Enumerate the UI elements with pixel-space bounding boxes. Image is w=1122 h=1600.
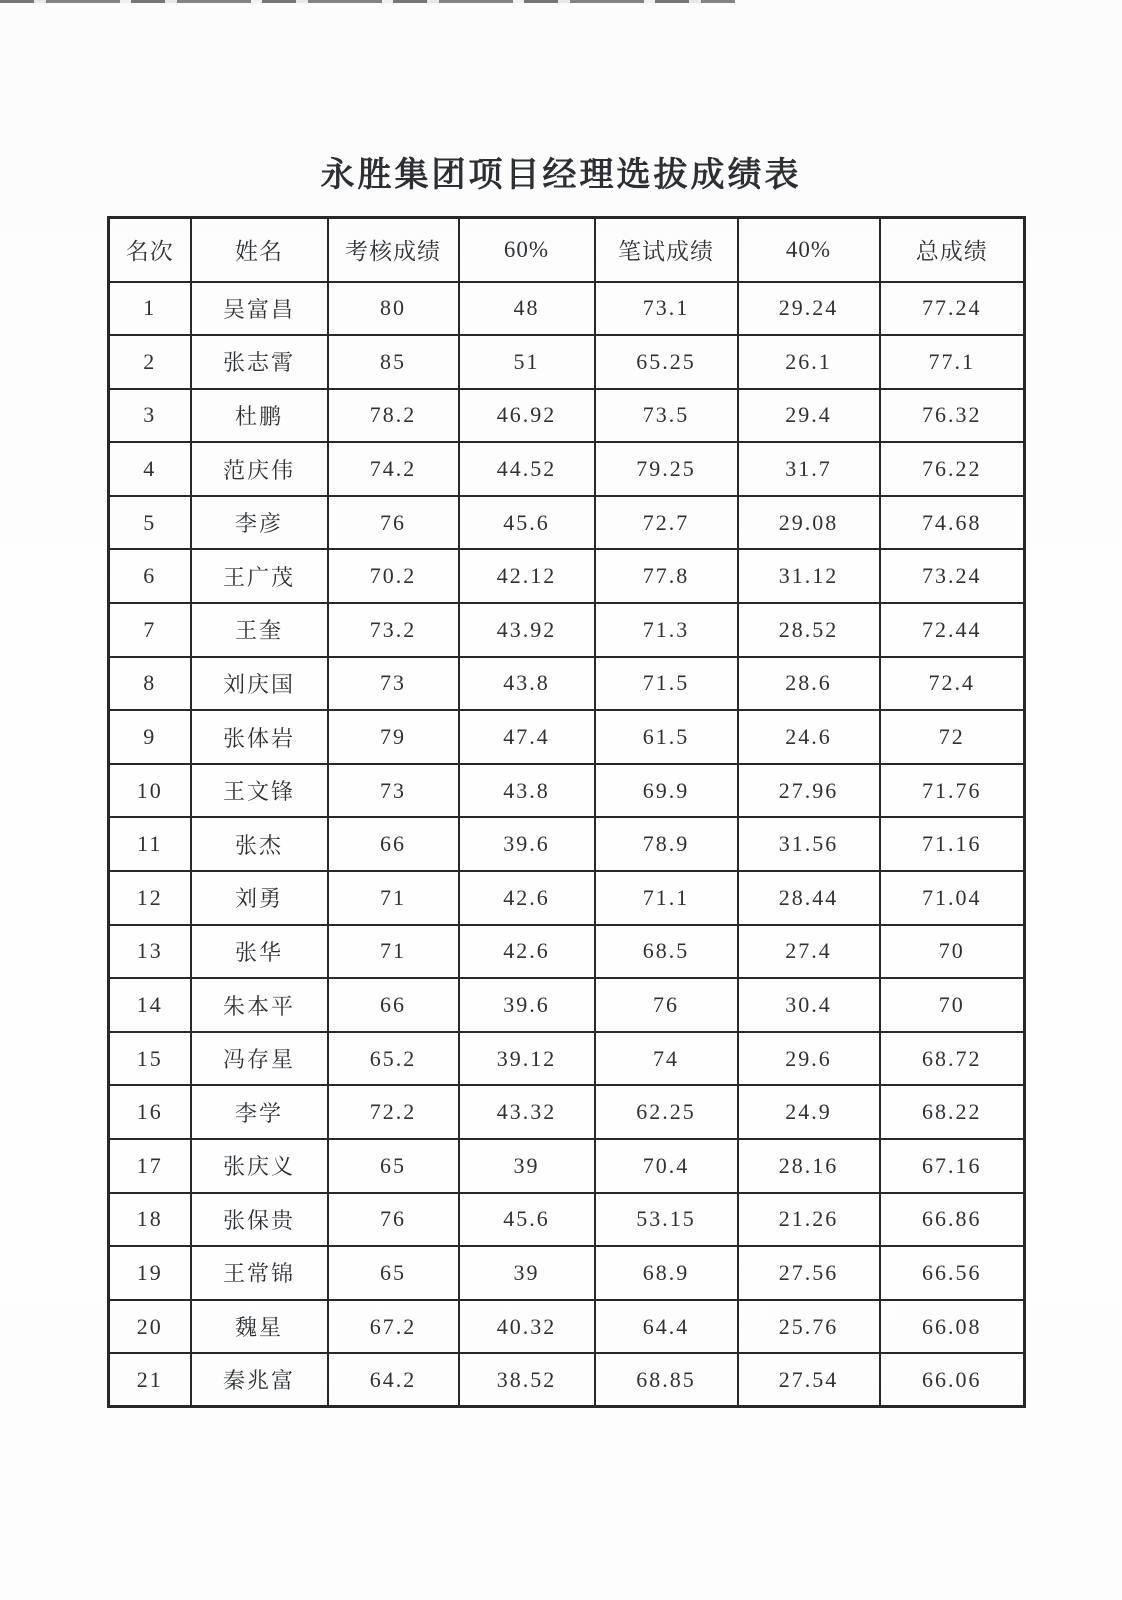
score-cell: 67.2 xyxy=(328,1300,459,1354)
rank-cell: 5 xyxy=(109,496,191,550)
score-cell: 80 xyxy=(328,282,459,336)
score-cell: 38.52 xyxy=(459,1353,595,1407)
score-cell: 39 xyxy=(459,1139,595,1193)
rank-cell: 18 xyxy=(109,1193,191,1247)
score-cell: 65 xyxy=(328,1139,459,1193)
rank-cell: 10 xyxy=(109,764,191,818)
score-cell: 72.44 xyxy=(880,603,1025,657)
column-header: 40% xyxy=(738,218,880,282)
score-cell: 68.22 xyxy=(880,1085,1025,1139)
score-cell: 30.4 xyxy=(738,978,880,1032)
score-cell: 27.4 xyxy=(738,925,880,979)
score-cell: 66 xyxy=(328,817,459,871)
score-cell: 70 xyxy=(880,925,1025,979)
table-row xyxy=(109,1353,1025,1407)
score-cell: 31.12 xyxy=(738,549,880,603)
score-cell: 42.12 xyxy=(459,549,595,603)
rank-cell: 12 xyxy=(109,871,191,925)
column-header: 考核成绩 xyxy=(328,218,459,282)
name-cell: 王奎 xyxy=(191,603,328,657)
table-header xyxy=(109,218,1025,282)
score-cell: 68.85 xyxy=(595,1353,738,1407)
score-cell: 71.1 xyxy=(595,871,738,925)
score-cell: 48 xyxy=(459,282,595,336)
score-cell: 77.1 xyxy=(880,335,1025,389)
table-row xyxy=(109,978,1025,1032)
header-row xyxy=(109,218,1025,282)
table-row xyxy=(109,549,1025,603)
score-cell: 79.25 xyxy=(595,442,738,496)
name-cell: 李学 xyxy=(191,1085,328,1139)
table-row xyxy=(109,657,1025,711)
rank-cell: 9 xyxy=(109,710,191,764)
rank-cell: 3 xyxy=(109,389,191,443)
score-cell: 51 xyxy=(459,335,595,389)
table-row xyxy=(109,1246,1025,1300)
name-cell: 张杰 xyxy=(191,817,328,871)
score-cell: 26.1 xyxy=(738,335,880,389)
score-cell: 61.5 xyxy=(595,710,738,764)
name-cell: 张保贵 xyxy=(191,1193,328,1247)
score-cell: 69.9 xyxy=(595,764,738,818)
score-cell: 76.32 xyxy=(880,389,1025,443)
name-cell: 李彦 xyxy=(191,496,328,550)
rank-cell: 21 xyxy=(109,1353,191,1407)
name-cell: 杜鹏 xyxy=(191,389,328,443)
scan-artifact-line xyxy=(0,0,735,3)
score-cell: 73.2 xyxy=(328,603,459,657)
rank-cell: 7 xyxy=(109,603,191,657)
score-cell: 28.16 xyxy=(738,1139,880,1193)
rank-cell: 8 xyxy=(109,657,191,711)
score-cell: 25.76 xyxy=(738,1300,880,1354)
score-cell: 72.4 xyxy=(880,657,1025,711)
table-row xyxy=(109,1032,1025,1086)
score-cell: 28.6 xyxy=(738,657,880,711)
table-row xyxy=(109,1300,1025,1354)
name-cell: 范庆伟 xyxy=(191,442,328,496)
name-cell: 刘庆国 xyxy=(191,657,328,711)
column-header: 名次 xyxy=(109,218,191,282)
score-cell: 28.44 xyxy=(738,871,880,925)
score-cell: 70.4 xyxy=(595,1139,738,1193)
score-cell: 70 xyxy=(880,978,1025,1032)
name-cell: 王广茂 xyxy=(191,549,328,603)
table-row xyxy=(109,1193,1025,1247)
score-cell: 24.9 xyxy=(738,1085,880,1139)
table-row xyxy=(109,764,1025,818)
score-cell: 21.26 xyxy=(738,1193,880,1247)
rank-cell: 15 xyxy=(109,1032,191,1086)
name-cell: 张志霄 xyxy=(191,335,328,389)
rank-cell: 17 xyxy=(109,1139,191,1193)
score-cell: 68.72 xyxy=(880,1032,1025,1086)
score-cell: 70.2 xyxy=(328,549,459,603)
score-cell: 64.4 xyxy=(595,1300,738,1354)
column-header: 60% xyxy=(459,218,595,282)
score-cell: 65 xyxy=(328,1246,459,1300)
page-title: 永胜集团项目经理选拔成绩表 xyxy=(320,157,802,194)
score-cell: 66.06 xyxy=(880,1353,1025,1407)
score-cell: 78.9 xyxy=(595,817,738,871)
table-row xyxy=(109,817,1025,871)
score-cell: 76 xyxy=(328,1193,459,1247)
score-cell: 73 xyxy=(328,657,459,711)
score-cell: 43.92 xyxy=(459,603,595,657)
score-cell: 45.6 xyxy=(459,1193,595,1247)
score-cell: 28.52 xyxy=(738,603,880,657)
score-cell: 71.76 xyxy=(880,764,1025,818)
name-cell: 张庆义 xyxy=(191,1139,328,1193)
table-row xyxy=(109,871,1025,925)
name-cell: 冯存星 xyxy=(191,1032,328,1086)
score-cell: 27.54 xyxy=(738,1353,880,1407)
score-cell: 29.08 xyxy=(738,496,880,550)
score-cell: 73 xyxy=(328,764,459,818)
rank-cell: 4 xyxy=(109,442,191,496)
score-cell: 43.8 xyxy=(459,657,595,711)
rank-cell: 1 xyxy=(109,282,191,336)
rank-cell: 20 xyxy=(109,1300,191,1354)
score-cell: 66 xyxy=(328,978,459,1032)
name-cell: 刘勇 xyxy=(191,871,328,925)
score-cell: 73.1 xyxy=(595,282,738,336)
score-cell: 73.5 xyxy=(595,389,738,443)
score-cell: 68.9 xyxy=(595,1246,738,1300)
rank-cell: 6 xyxy=(109,549,191,603)
score-cell: 65.25 xyxy=(595,335,738,389)
score-cell: 42.6 xyxy=(459,925,595,979)
name-cell: 魏星 xyxy=(191,1300,328,1354)
score-cell: 77.24 xyxy=(880,282,1025,336)
score-cell: 71 xyxy=(328,871,459,925)
column-header: 总成绩 xyxy=(880,218,1025,282)
score-cell: 47.4 xyxy=(459,710,595,764)
name-cell: 张体岩 xyxy=(191,710,328,764)
table-row xyxy=(109,925,1025,979)
score-cell: 31.56 xyxy=(738,817,880,871)
score-cell: 44.52 xyxy=(459,442,595,496)
score-cell: 67.16 xyxy=(880,1139,1025,1193)
table-row xyxy=(109,389,1025,443)
score-cell: 40.32 xyxy=(459,1300,595,1354)
score-cell: 53.15 xyxy=(595,1193,738,1247)
score-cell: 29.4 xyxy=(738,389,880,443)
name-cell: 王文锋 xyxy=(191,764,328,818)
rank-cell: 14 xyxy=(109,978,191,1032)
table-row xyxy=(109,442,1025,496)
column-header: 笔试成绩 xyxy=(595,218,738,282)
score-cell: 76.22 xyxy=(880,442,1025,496)
score-cell: 42.6 xyxy=(459,871,595,925)
score-cell: 31.7 xyxy=(738,442,880,496)
table-row xyxy=(109,710,1025,764)
score-cell: 78.2 xyxy=(328,389,459,443)
score-cell: 46.92 xyxy=(459,389,595,443)
rank-cell: 11 xyxy=(109,817,191,871)
score-table xyxy=(107,216,1026,1408)
score-cell: 71 xyxy=(328,925,459,979)
name-cell: 吴富昌 xyxy=(191,282,328,336)
score-cell: 66.08 xyxy=(880,1300,1025,1354)
name-cell: 张华 xyxy=(191,925,328,979)
score-cell: 27.56 xyxy=(738,1246,880,1300)
score-cell: 79 xyxy=(328,710,459,764)
score-cell: 39.12 xyxy=(459,1032,595,1086)
table-row xyxy=(109,496,1025,550)
score-cell: 43.32 xyxy=(459,1085,595,1139)
score-cell: 68.5 xyxy=(595,925,738,979)
name-cell: 王常锦 xyxy=(191,1246,328,1300)
score-cell: 73.24 xyxy=(880,549,1025,603)
score-cell: 71.3 xyxy=(595,603,738,657)
table-row xyxy=(109,1085,1025,1139)
score-cell: 39.6 xyxy=(459,978,595,1032)
score-cell: 39 xyxy=(459,1246,595,1300)
score-cell: 66.86 xyxy=(880,1193,1025,1247)
score-cell: 71.5 xyxy=(595,657,738,711)
score-cell: 71.04 xyxy=(880,871,1025,925)
rank-cell: 13 xyxy=(109,925,191,979)
score-cell: 76 xyxy=(595,978,738,1032)
score-cell: 66.56 xyxy=(880,1246,1025,1300)
column-header: 姓名 xyxy=(191,218,328,282)
score-cell: 85 xyxy=(328,335,459,389)
name-cell: 朱本平 xyxy=(191,978,328,1032)
score-cell: 72 xyxy=(880,710,1025,764)
rank-cell: 19 xyxy=(109,1246,191,1300)
score-cell: 29.24 xyxy=(738,282,880,336)
score-cell: 71.16 xyxy=(880,817,1025,871)
score-cell: 29.6 xyxy=(738,1032,880,1086)
score-cell: 27.96 xyxy=(738,764,880,818)
score-cell: 24.6 xyxy=(738,710,880,764)
score-cell: 74.2 xyxy=(328,442,459,496)
score-cell: 72.7 xyxy=(595,496,738,550)
score-cell: 43.8 xyxy=(459,764,595,818)
score-cell: 62.25 xyxy=(595,1085,738,1139)
table-row xyxy=(109,335,1025,389)
score-cell: 64.2 xyxy=(328,1353,459,1407)
score-cell: 74.68 xyxy=(880,496,1025,550)
score-cell: 65.2 xyxy=(328,1032,459,1086)
rank-cell: 2 xyxy=(109,335,191,389)
rank-cell: 16 xyxy=(109,1085,191,1139)
score-cell: 72.2 xyxy=(328,1085,459,1139)
table-row xyxy=(109,603,1025,657)
score-cell: 77.8 xyxy=(595,549,738,603)
table-row xyxy=(109,282,1025,336)
score-cell: 39.6 xyxy=(459,817,595,871)
name-cell: 秦兆富 xyxy=(191,1353,328,1407)
score-cell: 45.6 xyxy=(459,496,595,550)
table-body xyxy=(109,282,1025,1407)
score-cell: 76 xyxy=(328,496,459,550)
score-cell: 74 xyxy=(595,1032,738,1086)
table-row xyxy=(109,1139,1025,1193)
